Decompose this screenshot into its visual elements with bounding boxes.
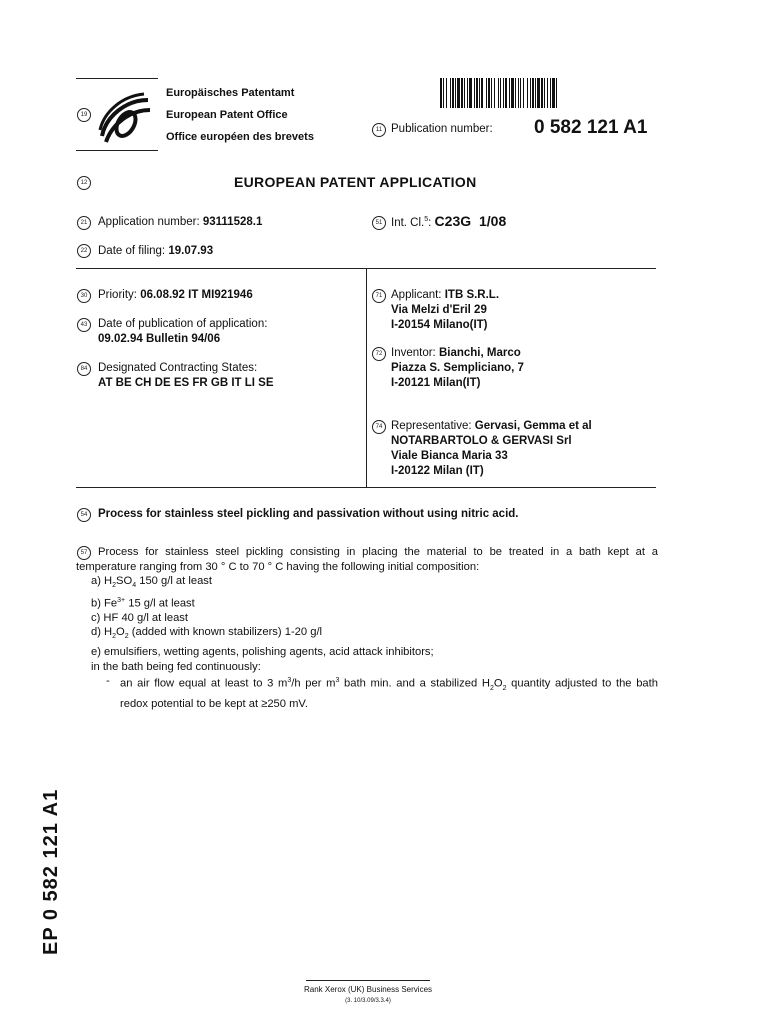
- priority-label: Priority:: [98, 289, 137, 301]
- abstract: [76, 545, 658, 711]
- publication-number: 0 582 121 A1: [534, 117, 648, 138]
- footer-rule: [306, 980, 430, 981]
- header-rule-top: [76, 78, 158, 79]
- inid-71: 71: [372, 289, 386, 303]
- biblio-rule-bottom: [76, 487, 656, 488]
- inid-54: 54: [77, 508, 91, 522]
- designated-states-label: Designated Contracting States:: [98, 362, 258, 374]
- feed-item-line-1: an air flow equal at least to 3 $m^3/h$ per $m^3$ bath min. and a stabilized $H_2O_2$ quantity adjusted to the bath: [120, 677, 658, 693]
- inid-21: 21: [77, 216, 91, 230]
- inid-22: 22: [77, 244, 91, 258]
- footer-code: (3. 10/3.09/3.3.4): [345, 998, 391, 1004]
- representative-label: Representative:: [391, 420, 472, 432]
- filing-date-row: [98, 245, 213, 257]
- composition-item-c: c) HF 40 g/l at least: [91, 611, 188, 624]
- barcode-bar: [557, 78, 559, 108]
- int-cl-label: Int. Cl.: [391, 217, 425, 229]
- applicant-address-1: Via Melzi d'Eril 29: [391, 304, 487, 316]
- biblio-divider: [366, 268, 367, 488]
- application-number-row: [98, 216, 262, 228]
- int-cl-edition: 5: [424, 216, 429, 224]
- inid-11: 11: [372, 123, 386, 137]
- composition-item-e: e) emulsifiers, wetting agents, polishing agents, acid attack inhibitors;: [91, 646, 434, 659]
- applicant-address-2: I-20154 Milano(IT): [391, 319, 488, 331]
- publication-date-value: 09.02.94 Bulletin 94/06: [98, 333, 221, 345]
- invention-title: Process for stainless steel pickling and passivation without using nitric acid.: [98, 508, 519, 520]
- int-cl-row: [391, 213, 506, 229]
- applicant-name: ITB S.R.L.: [444, 289, 500, 301]
- int-cl-value: C23G 1/08: [434, 213, 507, 229]
- office-name-de: Europäisches Patentamt: [166, 87, 295, 99]
- representative-row: [391, 420, 592, 432]
- office-name-fr: Office européen des brevets: [166, 131, 314, 143]
- feed-intro: in the bath being fed continuously:: [91, 660, 261, 673]
- inid-19: 19: [77, 108, 91, 122]
- document-type: EUROPEAN PATENT APPLICATION: [234, 174, 477, 190]
- feed-item: [91, 674, 658, 711]
- inventor-name: Bianchi, Marco: [438, 347, 521, 359]
- application-number: 93111528.1: [202, 216, 263, 228]
- representative-address-2: I-20122 Milan (IT): [391, 465, 484, 477]
- abstract-line-2: temperature ranging from 30 ° C to 70 ° C having the following initial composition:: [76, 560, 480, 573]
- applicant-row: [391, 289, 499, 301]
- priority-value: 06.08.92 IT MI921946: [140, 289, 253, 301]
- inventor-address-2: I-20121 Milan(IT): [391, 377, 481, 389]
- side-publication-number: EP 0 582 121 A1: [40, 788, 62, 955]
- application-number-label: Application number:: [98, 216, 200, 228]
- filing-date-label: Date of filing:: [98, 245, 166, 257]
- feed-item-line-2: redox potential to be kept at ≥250 mV.: [120, 697, 308, 710]
- designated-states-value: AT BE CH DE ES FR GB IT LI SE: [98, 377, 274, 389]
- inid-72: 72: [372, 347, 386, 361]
- representative-firm: NOTARBARTOLO & GERVASI Srl: [391, 435, 572, 447]
- applicant-label: Applicant:: [391, 289, 442, 301]
- inid-74: 74: [372, 420, 386, 434]
- inventor-label: Inventor:: [391, 347, 436, 359]
- inid-30: 30: [77, 289, 91, 303]
- representative-address-1: Viale Bianca Maria 33: [391, 450, 508, 462]
- header-rule-bottom: [76, 150, 158, 151]
- feed-item-dash: -: [106, 675, 110, 688]
- publication-number-label: Publication number:: [391, 123, 493, 135]
- inid-57: 57: [77, 546, 91, 560]
- abstract-line-1: Process for stainless steel pickling consisting in placing the material to be treated in a bath kept at a: [98, 546, 658, 558]
- composition-list: [76, 574, 658, 711]
- inid-84: 84: [77, 362, 91, 376]
- inventor-address-1: Piazza S. Sempliciano, 7: [391, 362, 524, 374]
- composition-item-b: b) $Fe^{3+}$ 15 g/l at least: [91, 596, 195, 610]
- inid-12: 12: [77, 176, 91, 190]
- composition-item-a: a) $H_2SO_4$ 150 g/l at least: [91, 575, 213, 590]
- inventor-row: [391, 347, 521, 359]
- publication-date-label: Date of publication of application:: [98, 318, 268, 330]
- priority-row: [98, 289, 253, 301]
- inid-43: 43: [77, 318, 91, 332]
- representative-name: Gervasi, Gemma et al: [474, 420, 592, 432]
- composition-item-d: d) $H_2O_2$ (added with known stabilizers) 1-20 g/l: [91, 626, 323, 641]
- footer-printer: Rank Xerox (UK) Business Services: [303, 985, 433, 994]
- barcode: [440, 78, 656, 108]
- int-cl-colon: :: [428, 217, 432, 229]
- inid-51: 51: [372, 216, 386, 230]
- office-name-en: European Patent Office: [166, 109, 288, 121]
- epo-logo-icon: [96, 92, 154, 148]
- filing-date: 19.07.93: [168, 245, 214, 257]
